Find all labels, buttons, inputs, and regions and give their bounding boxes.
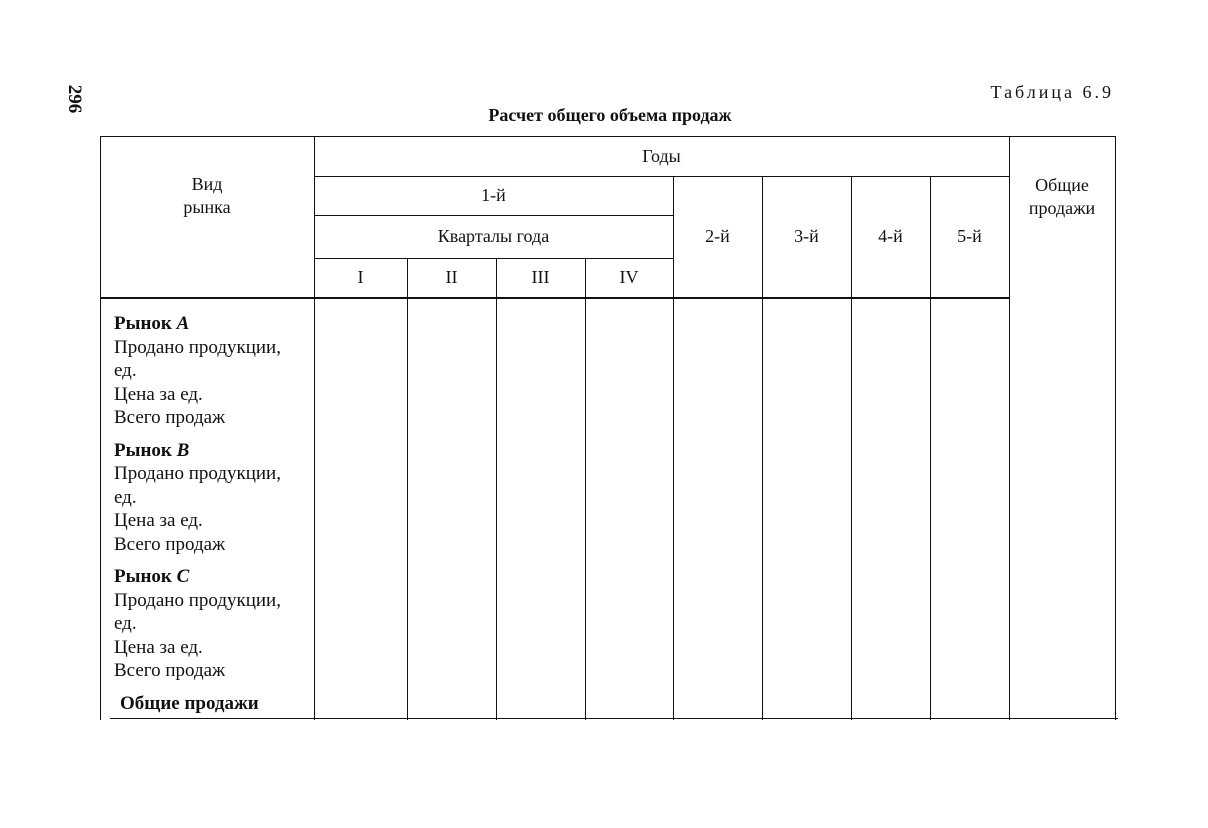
year-2-header <box>673 176 762 297</box>
market-letter: A <box>176 313 190 334</box>
year-2-label: 2-й <box>705 226 730 246</box>
market-name <box>114 439 281 463</box>
year-3-label: 3-й <box>794 226 819 246</box>
table-right-border <box>1115 136 1116 720</box>
year-5-header <box>930 176 1009 297</box>
quarter-2-label: II <box>445 267 458 287</box>
year-1-label: 1-й <box>481 185 506 205</box>
row-label: Продано продукции, <box>114 336 281 358</box>
market-type-label: Вид рынка <box>183 174 231 217</box>
quarter-1-label: I <box>357 267 364 287</box>
row-label: Цена за ед. <box>114 636 203 658</box>
year-3-header <box>762 176 851 297</box>
market-letter: B <box>176 439 190 461</box>
quarters-label: Кварталы года <box>437 226 550 246</box>
market-group <box>114 565 281 683</box>
row-labels <box>114 312 281 715</box>
row-label: Продано продукции, <box>114 589 281 611</box>
row-label: Всего продаж <box>114 533 226 555</box>
total-sales-label: Общие продажи <box>1028 175 1096 218</box>
row-label: Всего продаж <box>114 407 226 428</box>
row-label: ед. <box>114 486 137 508</box>
row-label: Цена за ед. <box>114 383 203 405</box>
row-label: ед. <box>114 360 137 381</box>
years-label: Годы <box>642 145 681 166</box>
quarter-2-header <box>407 258 496 297</box>
table-title: Расчет общего объема продаж <box>488 105 732 125</box>
quarters-header <box>314 215 673 258</box>
quarter-4-header <box>585 258 673 297</box>
market-group <box>114 312 281 430</box>
year-4-label: 4-й <box>878 226 903 246</box>
year-1-header <box>314 176 673 215</box>
year-4-header <box>851 176 930 297</box>
header-bottom-line <box>100 297 1009 299</box>
table-bottom-border <box>110 718 1118 719</box>
col-sep-q2 <box>407 258 408 720</box>
year-5-label: 5-й <box>957 226 982 246</box>
page-number: 296 <box>64 84 85 114</box>
col-sep-q4 <box>585 258 586 720</box>
quarter-3-header <box>496 258 585 297</box>
row-label: Цена за ед. <box>114 510 203 531</box>
col-sep-q3 <box>496 258 497 720</box>
market-group <box>114 439 281 557</box>
table-label: Таблица 6.9 <box>990 82 1114 102</box>
market-name-prefix: Рынок <box>114 313 177 334</box>
total-row-label: Общие продажи <box>120 692 259 714</box>
quarter-3-label: III <box>531 267 550 287</box>
market-name-prefix: Рынок <box>114 566 177 587</box>
row-label: ед. <box>114 613 137 634</box>
quarter-4-label: IV <box>619 267 639 287</box>
market-name <box>114 312 281 336</box>
quarter-1-header <box>314 258 407 297</box>
market-type-header <box>100 168 314 224</box>
row-label: Всего продаж <box>114 660 226 681</box>
market-name-prefix: Рынок <box>114 439 177 461</box>
market-letter: C <box>176 566 190 587</box>
years-header <box>314 136 1009 176</box>
row-label: Продано продукции, <box>114 463 281 484</box>
total-sales-header <box>1009 168 1115 226</box>
market-name <box>114 565 281 589</box>
